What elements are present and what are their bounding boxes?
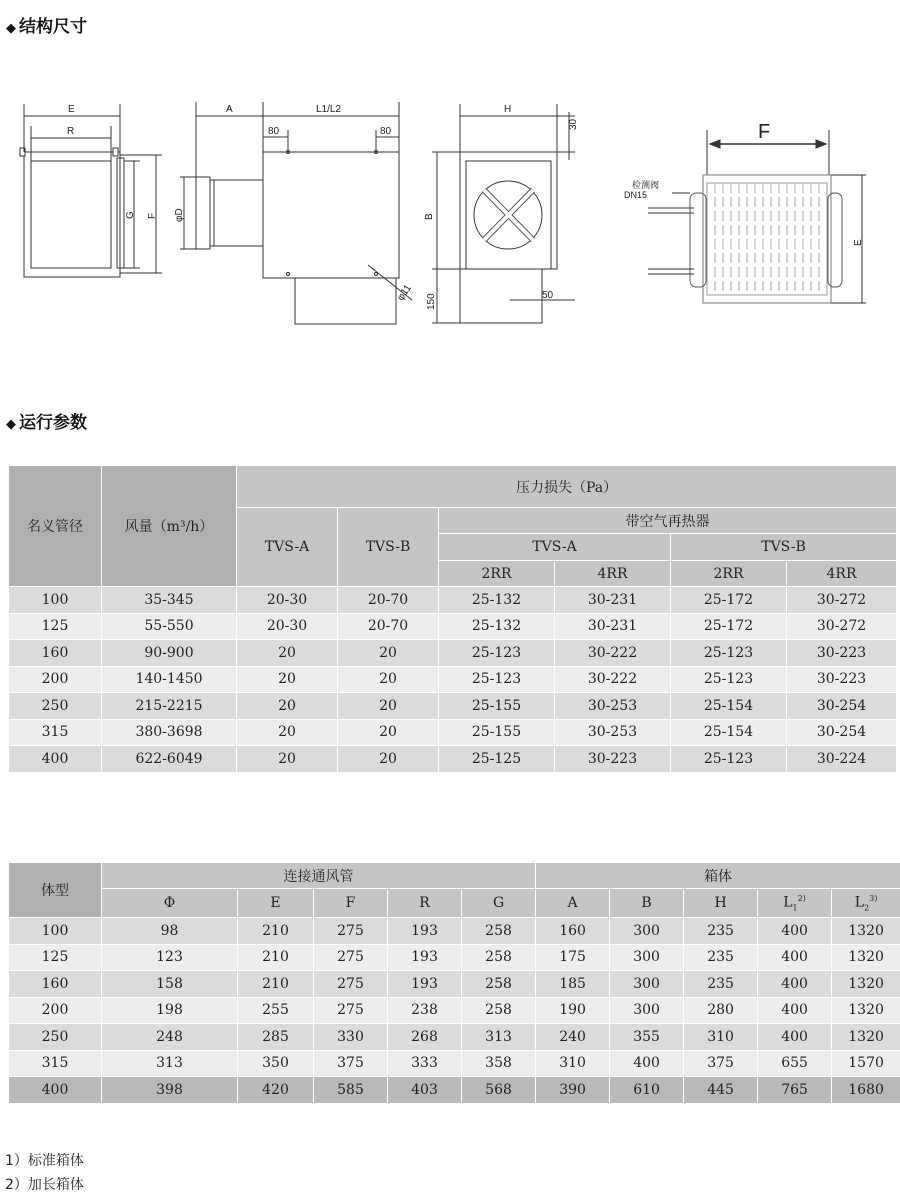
table-cell: 158 xyxy=(102,971,238,998)
table-cell: 258 xyxy=(462,971,536,998)
table-cell: 193 xyxy=(388,918,462,945)
label-L: L1/L2 xyxy=(316,104,341,115)
col-h: H xyxy=(684,889,758,918)
table-cell: 350 xyxy=(238,1050,314,1077)
table-cell: 25-154 xyxy=(671,719,787,746)
dimensions-body xyxy=(9,918,900,1104)
table-cell: 248 xyxy=(102,1024,238,1051)
col-4rr-b: 4RR xyxy=(787,561,897,587)
col-g: G xyxy=(462,889,536,918)
table-cell: 30-254 xyxy=(787,693,897,720)
table-cell: 300 xyxy=(610,971,684,998)
table-cell: 655 xyxy=(758,1050,832,1077)
label-R: R xyxy=(67,126,74,137)
table-cell: 25-123 xyxy=(439,666,555,693)
table-cell: 375 xyxy=(314,1050,388,1077)
table-cell: 255 xyxy=(238,997,314,1024)
table-cell: 20 xyxy=(338,666,439,693)
table-cell: 30-223 xyxy=(555,746,671,773)
table-cell: 25-123 xyxy=(439,640,555,667)
table-cell: 400 xyxy=(758,918,832,945)
table-row xyxy=(9,918,900,945)
table-cell: 175 xyxy=(536,944,610,971)
table-cell: 30-223 xyxy=(787,640,897,667)
table-cell: 25-123 xyxy=(671,666,787,693)
table-cell: 400 xyxy=(9,746,102,773)
table-cell: 125 xyxy=(9,613,102,640)
footnote-1: 1）标准箱体 xyxy=(5,1149,84,1173)
table-cell: 250 xyxy=(9,693,102,720)
section-title-structure: ◆ 结构尺寸 xyxy=(6,12,87,37)
table-cell: 300 xyxy=(610,944,684,971)
table-cell: 400 xyxy=(758,971,832,998)
diamond-icon: ◆ xyxy=(6,21,16,36)
table-cell: 313 xyxy=(462,1024,536,1051)
table-cell: 25-155 xyxy=(439,693,555,720)
label-valve: 检测阀 xyxy=(632,179,659,190)
table-cell: 300 xyxy=(610,918,684,945)
col-r: R xyxy=(388,889,462,918)
table-cell: 100 xyxy=(9,918,102,945)
table-cell: 20 xyxy=(237,746,338,773)
table-cell: 390 xyxy=(536,1077,610,1104)
label-E2: E xyxy=(853,239,864,246)
table-cell: 25-172 xyxy=(671,587,787,614)
col-reheater-tvs-a: TVS-A xyxy=(439,534,671,561)
table-cell: 400 xyxy=(610,1050,684,1077)
table-cell: 1320 xyxy=(832,971,900,998)
table-cell: 275 xyxy=(314,971,388,998)
table-cell: 20-30 xyxy=(237,613,338,640)
label-F: F xyxy=(147,213,158,219)
table-cell: 610 xyxy=(610,1077,684,1104)
table-cell: 125 xyxy=(9,944,102,971)
table-row xyxy=(9,640,897,667)
table-row xyxy=(9,1077,900,1104)
table-cell: 210 xyxy=(238,918,314,945)
table-cell: 140-1450 xyxy=(102,666,237,693)
table-cell: 310 xyxy=(684,1024,758,1051)
table-cell: 20-30 xyxy=(237,587,338,614)
table-cell: 193 xyxy=(388,944,462,971)
table-row xyxy=(9,613,897,640)
table-cell: 358 xyxy=(462,1050,536,1077)
table-cell: 238 xyxy=(388,997,462,1024)
table-row xyxy=(9,971,900,998)
table-cell: 268 xyxy=(388,1024,462,1051)
table-cell: 30-224 xyxy=(787,746,897,773)
table-cell: 333 xyxy=(388,1050,462,1077)
table-cell: 1680 xyxy=(832,1077,900,1104)
dimension-drawings xyxy=(0,60,900,400)
table-cell: 30-272 xyxy=(787,613,897,640)
pressure-loss-table xyxy=(8,465,897,773)
table-cell: 568 xyxy=(462,1077,536,1104)
col-l1: $L_1^{2)}$ xyxy=(758,889,832,918)
footnotes xyxy=(5,1149,84,1197)
label-50: 50 xyxy=(542,290,554,301)
table-cell: 313 xyxy=(102,1050,238,1077)
col-f: F xyxy=(314,889,388,918)
col-airflow: 风量（m³/h） xyxy=(102,466,237,587)
table-cell: 30-231 xyxy=(555,587,671,614)
table-cell: 20 xyxy=(338,693,439,720)
table-row xyxy=(9,1050,900,1077)
table-cell: 1320 xyxy=(832,997,900,1024)
table-cell: 420 xyxy=(238,1077,314,1104)
table-cell: 258 xyxy=(462,944,536,971)
table-cell: 400 xyxy=(9,1077,102,1104)
col-duct: 连接通风管 xyxy=(102,863,536,889)
table-cell: 400 xyxy=(758,944,832,971)
table-row xyxy=(9,1024,900,1051)
table-cell: 275 xyxy=(314,944,388,971)
table-cell: 215-2215 xyxy=(102,693,237,720)
label-phiD: φD xyxy=(174,208,185,222)
table-cell: 250 xyxy=(9,1024,102,1051)
table-row xyxy=(9,666,897,693)
table-cell: 1320 xyxy=(832,1024,900,1051)
table-cell: 160 xyxy=(9,640,102,667)
table-cell: 210 xyxy=(238,944,314,971)
table-cell: 90-900 xyxy=(102,640,237,667)
side-view xyxy=(174,102,414,324)
table-cell: 258 xyxy=(462,997,536,1024)
table-cell: 400 xyxy=(758,1024,832,1051)
table-cell: 20-70 xyxy=(338,613,439,640)
table-cell: 20 xyxy=(237,640,338,667)
table-row xyxy=(9,587,897,614)
table-cell: 20 xyxy=(237,666,338,693)
table-cell: 35-345 xyxy=(102,587,237,614)
table-cell: 765 xyxy=(758,1077,832,1104)
table-cell: 25-154 xyxy=(671,693,787,720)
table-cell: 20 xyxy=(237,719,338,746)
table-cell: 30-272 xyxy=(787,587,897,614)
reheater-view xyxy=(624,121,866,303)
label-H: H xyxy=(504,104,511,115)
label-150: 150 xyxy=(426,293,437,310)
col-reheater-tvs-b: TVS-B xyxy=(671,534,897,561)
table-cell: 25-132 xyxy=(439,613,555,640)
table-cell: 25-123 xyxy=(671,640,787,667)
table-cell: 310 xyxy=(536,1050,610,1077)
label-phi11: φ11 xyxy=(395,282,414,302)
table-cell: 55-550 xyxy=(102,613,237,640)
table-cell: 30-253 xyxy=(555,719,671,746)
table-cell: 193 xyxy=(388,971,462,998)
label-E: E xyxy=(68,104,75,115)
col-reheater: 带空气再热器 xyxy=(439,508,897,534)
table-cell: 315 xyxy=(9,719,102,746)
table-cell: 275 xyxy=(314,997,388,1024)
col-pressure-loss: 压力损失（Pa） xyxy=(237,466,897,508)
table-cell: 400 xyxy=(758,997,832,1024)
table-cell: 300 xyxy=(610,997,684,1024)
dimensions-table xyxy=(8,862,900,1104)
label-80a: 80 xyxy=(268,126,280,137)
table-cell: 240 xyxy=(536,1024,610,1051)
table-row xyxy=(9,746,897,773)
table-cell: 1320 xyxy=(832,944,900,971)
table-cell: 25-172 xyxy=(671,613,787,640)
col-a: A xyxy=(536,889,610,918)
table-cell: 20 xyxy=(237,693,338,720)
label-F2: F xyxy=(758,121,770,143)
table-row xyxy=(9,693,897,720)
table-cell: 200 xyxy=(9,666,102,693)
table-cell: 258 xyxy=(462,918,536,945)
table-cell: 20 xyxy=(338,640,439,667)
col-body-type: 体型 xyxy=(9,863,102,918)
table-cell: 160 xyxy=(9,971,102,998)
diamond-icon: ◆ xyxy=(6,417,16,432)
table-cell: 198 xyxy=(102,997,238,1024)
label-B: B xyxy=(424,213,435,220)
table-cell: 123 xyxy=(102,944,238,971)
col-tvs-a: TVS-A xyxy=(237,508,338,587)
col-2rr-b: 2RR xyxy=(671,561,787,587)
label-30: 30 xyxy=(568,118,579,130)
table-cell: 285 xyxy=(238,1024,314,1051)
col-l2: $L_2^{3)}$ xyxy=(832,889,900,918)
table-cell: 200 xyxy=(9,997,102,1024)
col-2rr-a: 2RR xyxy=(439,561,555,587)
table-cell: 30-231 xyxy=(555,613,671,640)
table-row xyxy=(9,719,897,746)
col-4rr-a: 4RR xyxy=(555,561,671,587)
table-cell: 160 xyxy=(536,918,610,945)
table-cell: 403 xyxy=(388,1077,462,1104)
label-G: G xyxy=(125,211,136,219)
table-cell: 585 xyxy=(314,1077,388,1104)
table-cell: 190 xyxy=(536,997,610,1024)
table-cell: 380-3698 xyxy=(102,719,237,746)
table-cell: 30-254 xyxy=(787,719,897,746)
col-b: B xyxy=(610,889,684,918)
table-cell: 235 xyxy=(684,944,758,971)
table-cell: 1570 xyxy=(832,1050,900,1077)
outlet-view xyxy=(424,104,579,323)
table-cell: 25-155 xyxy=(439,719,555,746)
table-cell: 20-70 xyxy=(338,587,439,614)
table-cell: 275 xyxy=(314,918,388,945)
table-cell: 445 xyxy=(684,1077,758,1104)
table-cell: 210 xyxy=(238,971,314,998)
pressure-loss-body xyxy=(9,587,897,773)
table-cell: 355 xyxy=(610,1024,684,1051)
label-dn15: DN15 xyxy=(624,190,647,200)
label-80b: 80 xyxy=(380,126,392,137)
table-cell: 30-223 xyxy=(787,666,897,693)
col-tvs-b: TVS-B xyxy=(338,508,439,587)
front-view xyxy=(20,104,162,277)
footnote-2: 2）加长箱体 xyxy=(5,1173,84,1197)
table-cell: 20 xyxy=(338,746,439,773)
table-cell: 330 xyxy=(314,1024,388,1051)
table-cell: 185 xyxy=(536,971,610,998)
table-cell: 20 xyxy=(338,719,439,746)
col-nominal-size: 名义管径 xyxy=(9,466,102,587)
col-phi: Φ xyxy=(102,889,238,918)
col-e: E xyxy=(238,889,314,918)
table-cell: 30-253 xyxy=(555,693,671,720)
table-cell: 1320 xyxy=(832,918,900,945)
table-cell: 235 xyxy=(684,971,758,998)
table-cell: 100 xyxy=(9,587,102,614)
table-cell: 98 xyxy=(102,918,238,945)
label-A: A xyxy=(226,104,233,115)
table-cell: 30-222 xyxy=(555,640,671,667)
table-row xyxy=(9,944,900,971)
col-box: 箱体 xyxy=(536,863,900,889)
table-row xyxy=(9,997,900,1024)
table-cell: 25-132 xyxy=(439,587,555,614)
table-cell: 235 xyxy=(684,918,758,945)
table-cell: 30-222 xyxy=(555,666,671,693)
table-cell: 622-6049 xyxy=(102,746,237,773)
table-cell: 25-123 xyxy=(671,746,787,773)
table-cell: 315 xyxy=(9,1050,102,1077)
table-cell: 398 xyxy=(102,1077,238,1104)
table-cell: 375 xyxy=(684,1050,758,1077)
section-title-parameters: ◆ 运行参数 xyxy=(6,408,87,433)
table-cell: 280 xyxy=(684,997,758,1024)
table-cell: 25-125 xyxy=(439,746,555,773)
